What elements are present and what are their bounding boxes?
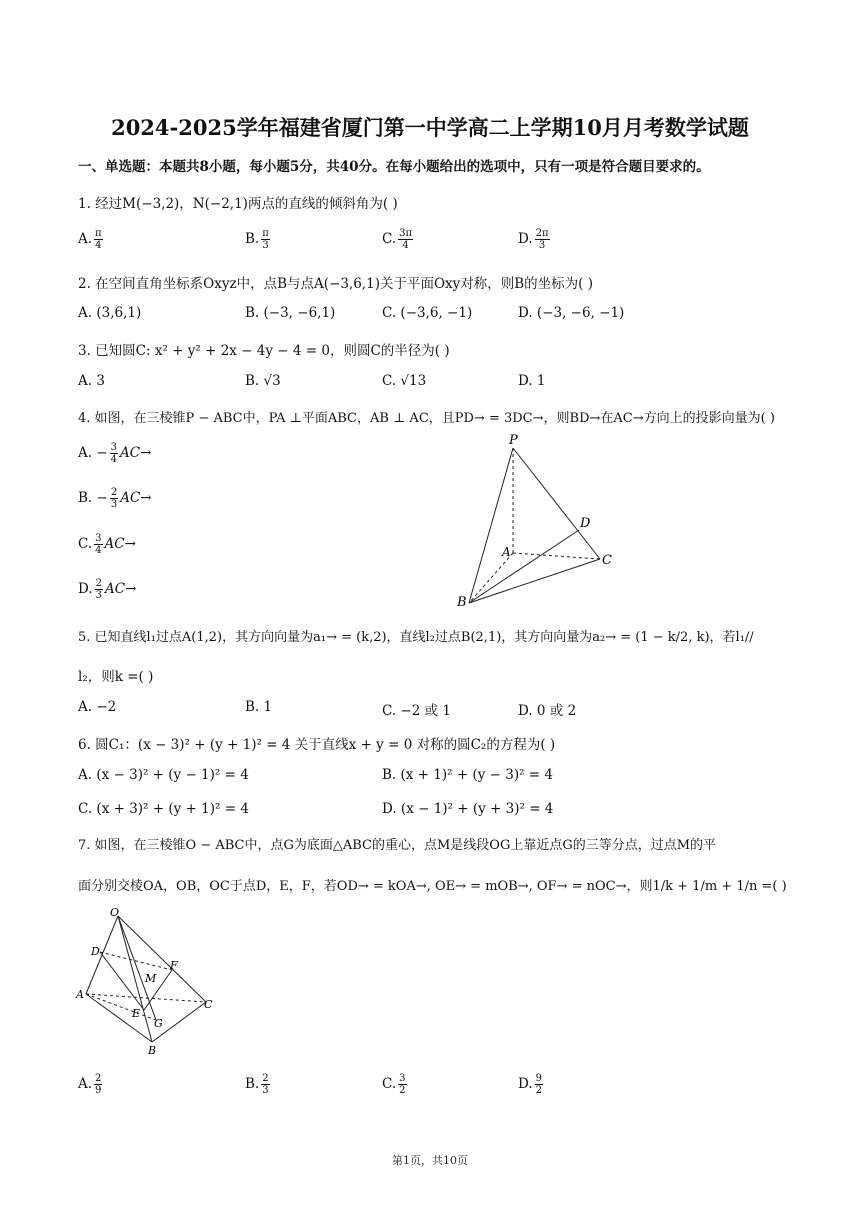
q4-tetrahedron-figure [445, 428, 625, 610]
label-P: P [509, 433, 518, 448]
q7-option-c: C. $\frac{3}{2}$ [382, 1073, 406, 1096]
question-6-stem: 6. 圆C₁：(x − 3)² + (y + 1)² = 4 关于直线x + y = 0 对称的圆C₂的方程为( ) [78, 737, 556, 753]
q3-option-d: D. 1 [518, 373, 546, 389]
label-B: B [148, 1044, 157, 1057]
q1-option-b-label: B. [245, 231, 260, 247]
q4-option-d: D. $\frac{2}{3}$ AC→ [78, 578, 137, 601]
label-D: D [91, 945, 100, 958]
question-5-stem-line1: 5. 已知直线l₁过点A(1,2)，其方向向量为a₁→ = (k,2)，直线l₂过点B(2,1)，其方向向量为a₂→ = (1 − k/2, k)，若l₁// [78, 630, 754, 645]
question-5-stem-line2: l₂，则k =( ) [78, 669, 154, 685]
q6-option-b: B. (x + 1)² + (y − 3)² = 4 [382, 767, 553, 783]
question-7-stem-line2: 面分别交棱OA，OB，OC于点D，E，F，若OD→ = kOA→, OE→ = mOB→, OF→ = nOC→，则1/k + 1/m + 1/n =( ) [78, 879, 787, 894]
label-O: O [110, 906, 120, 919]
question-1-stem: 1. 经过M(−3,2)，N(−2,1)两点的直线的倾斜角为( ) [78, 196, 398, 212]
q5-option-c: C. −2 或 1 [382, 703, 452, 719]
q1-option-d-label: D. [518, 231, 533, 247]
page-title: 2024-2025学年福建省厦门第一中学高二上学期10月月考数学试题 [111, 115, 749, 140]
q5-option-d: D. 0 或 2 [518, 703, 577, 719]
q7-option-a: A. $\frac{2}{9}$ [78, 1073, 102, 1096]
section-heading: 一、单选题：本题共8小题，每小题5分，共40分。在每小题给出的选项中，只有一项是符合题目要求的。 [78, 159, 710, 175]
q4-option-b: B. − $\frac{2}{3}$ AC→ [78, 487, 152, 510]
q1-c-fraction: $\frac{3\pi}{4}$ [399, 228, 413, 251]
label-C: C [204, 998, 213, 1011]
q1-option-a-label: A. [78, 231, 93, 247]
question-4-stem: 4. 如图，在三棱锥P − ABC中，PA ⊥平面ABC，AB ⊥ AC，且PD→ = 3DC→，则BD→在AC→方向上的投影向量为( ) [78, 411, 775, 426]
q1-d-fraction: $\frac{2\pi}{3}$ [535, 228, 549, 251]
q2-option-b: B. (−3, −6,1) [245, 305, 336, 321]
q6-option-a: A. (x − 3)² + (y − 1)² = 4 [78, 767, 249, 783]
question-3-stem: 3. 已知圆C: x² + y² + 2x − 4y − 4 = 0，则圆C的半径为( ) [78, 343, 450, 359]
q2-option-a: A. (3,6,1) [78, 305, 142, 321]
question-2-stem: 2. 在空间直角坐标系Oxyz中，点B与点A(−3,6,1)关于平面Oxy对称，则B的坐标为( ) [78, 276, 594, 292]
q4-option-c: C. $\frac{3}{4}$ AC→ [78, 533, 136, 556]
label-M: M [145, 972, 157, 985]
q3-option-c: C. √13 [382, 373, 427, 389]
q1-option-a [78, 228, 105, 251]
label-G: G [154, 1017, 163, 1030]
q1-b-fraction: $\frac{\pi}{3}$ [262, 228, 269, 251]
q5-option-a: A. −2 [78, 699, 117, 715]
q2-option-d: D. (−3, −6, −1) [518, 305, 625, 321]
q7-tetrahedron-figure [74, 902, 224, 1062]
page-footer: 第1页，共10页 [392, 1154, 468, 1167]
q3-option-b: B. √3 [245, 373, 281, 389]
q1-a-fraction: $\frac{\pi}{4}$ [95, 228, 102, 251]
q1-option-c [382, 228, 415, 251]
label-B: B [457, 595, 467, 610]
q5-option-b: B. 1 [245, 699, 273, 715]
q7-option-b: B. $\frac{2}{3}$ [245, 1073, 269, 1096]
label-F: F [170, 959, 178, 972]
q2-option-c: C. (−3,6, −1) [382, 305, 473, 321]
q4-option-a: A. − $\frac{3}{4}$ AC→ [78, 442, 152, 465]
label-A: A [76, 988, 84, 1001]
label-E: E [132, 1007, 141, 1020]
q1-option-c-label: C. [382, 231, 397, 247]
q7-option-d: D. $\frac{9}{2}$ [518, 1073, 543, 1096]
label-D: D [580, 516, 591, 531]
q6-option-d: D. (x − 1)² + (y + 3)² = 4 [382, 801, 554, 817]
label-A: A [502, 545, 511, 559]
question-7-stem-line1: 7. 如图，在三棱锥O − ABC中，点G为底面△ABC的重心，点M是线段OG上靠近点G的三等分点，过点M的平 [78, 838, 717, 853]
label-C: C [602, 553, 612, 568]
q6-option-c: C. (x + 3)² + (y + 1)² = 4 [78, 801, 249, 817]
q3-option-a: A. 3 [78, 373, 105, 389]
q1-option-b [245, 228, 272, 251]
q1-option-d [518, 228, 552, 251]
